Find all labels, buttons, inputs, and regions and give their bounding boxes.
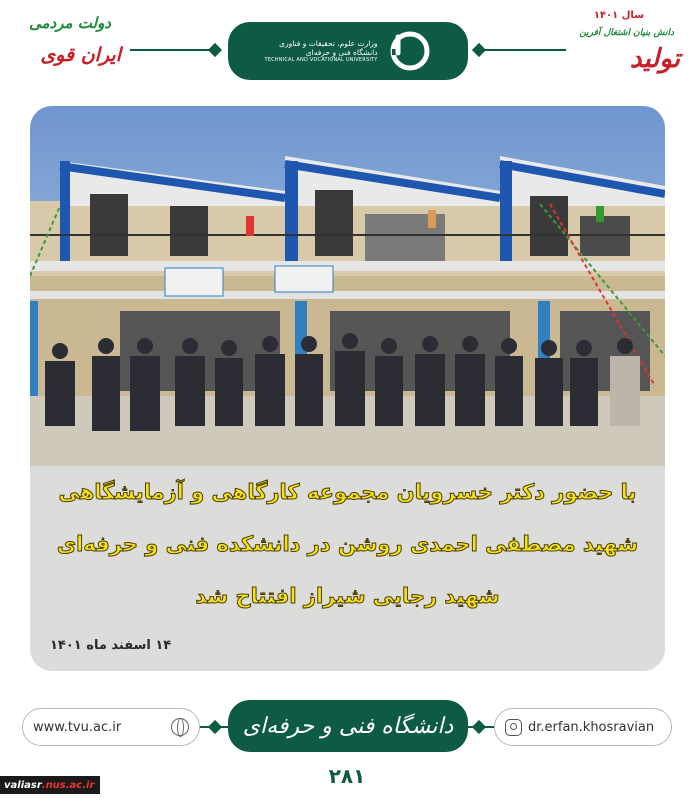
year-word: تولید [629, 44, 680, 74]
page-number: ۲۸۱ [328, 764, 366, 788]
diamond-ornament-icon [472, 720, 486, 734]
headline-line-3: شهید رجایی شیراز افتتاح شد [195, 584, 500, 608]
government-slogan-logo [18, 12, 123, 92]
ceremony-photo [30, 106, 665, 466]
instagram-icon [505, 719, 522, 736]
university-header-badge [228, 22, 468, 80]
publish-date: ۱۴ اسفند ماه ۱۴۰۱ [50, 638, 172, 653]
news-headline [30, 466, 665, 636]
diamond-ornament-icon [208, 43, 222, 57]
university-name-fa: دانشگاه فنی و حرفه‌ای [305, 47, 378, 57]
year-label: سال ۱۴۰۱ [593, 10, 644, 21]
website-link[interactable]: www.tvu.ac.ir [33, 719, 122, 735]
diamond-ornament-icon [208, 720, 222, 734]
headline-line-2: شهید مصطفی احمدی روشن در دانشکده فنی و حرفه‌ای [56, 532, 639, 556]
source-watermark [0, 776, 100, 794]
website-pill[interactable] [22, 708, 200, 746]
instagram-pill[interactable] [494, 708, 672, 746]
headline-line-1: با حضور دکتر خسرویان مجموعه کارگاهی و آزمایشگاهی [58, 480, 637, 504]
slogan-line-1: دولت مردمی [29, 14, 111, 32]
ministry-name: وزارت علوم، تحقیقات و فناوری [279, 38, 378, 48]
instagram-handle[interactable]: dr.erfan.khosravian [528, 719, 655, 735]
header-divider-right [476, 49, 566, 51]
year-slogan-logo [568, 6, 684, 92]
slogan-line-2: ایران قوی [40, 44, 121, 66]
year-slogan: دانش بنیان اشتغال آفرین [579, 28, 674, 38]
globe-icon [171, 718, 189, 736]
university-brand-text: دانشگاه فنی و حرفه‌ای [242, 713, 454, 739]
diamond-ornament-icon [472, 43, 486, 57]
watermark-accent: .nus.ac.ir [41, 779, 95, 791]
university-name-en: TECHNICAL AND VOCATIONAL UNIVERSITY [264, 57, 378, 64]
university-logo-icon [388, 29, 432, 73]
university-brand-badge [228, 700, 468, 752]
watermark-prefix: valiasr [4, 779, 42, 791]
header-divider-left [130, 49, 220, 51]
news-card [30, 106, 665, 671]
ministry-text [264, 39, 377, 64]
